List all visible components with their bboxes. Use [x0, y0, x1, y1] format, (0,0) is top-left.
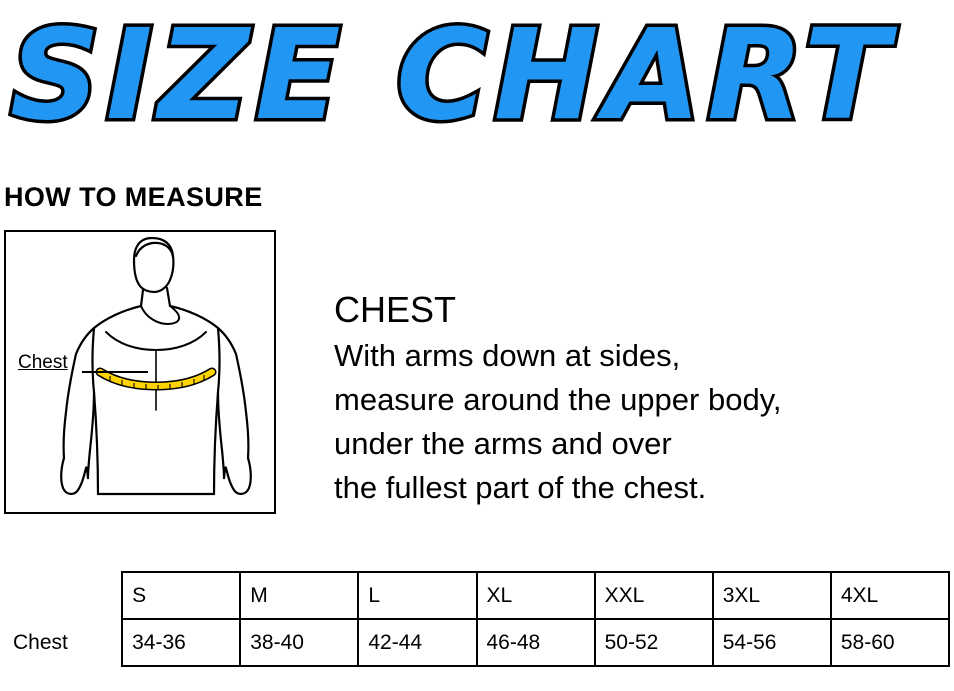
table-corner-cell: [4, 572, 122, 619]
size-chart-title-graphic: [0, 0, 954, 150]
table-cell: 34-36: [122, 619, 240, 666]
table-header-row: [4, 572, 949, 619]
table-column-header: L: [358, 572, 476, 619]
table-row: [4, 619, 949, 666]
page-title-text: SIZE CHART: [10, 3, 896, 148]
description-line-3: under the arms and over: [334, 426, 672, 461]
table-cell: 50-52: [595, 619, 713, 666]
table-column-header: 4XL: [831, 572, 949, 619]
chest-callout-leader-line: [82, 371, 148, 373]
description-line-2: measure around the upper body,: [334, 382, 782, 417]
table-column-header: XXL: [595, 572, 713, 619]
page-title-block: [0, 0, 954, 150]
table-cell: 58-60: [831, 619, 949, 666]
description-line-1: With arms down at sides,: [334, 338, 681, 373]
description-title: CHEST: [334, 289, 457, 330]
table-column-header: XL: [477, 572, 595, 619]
table-cell: 38-40: [240, 619, 358, 666]
size-table: [4, 571, 950, 667]
table-column-header: S: [122, 572, 240, 619]
how-to-measure-heading: HOW TO MEASURE: [4, 182, 263, 212]
table-column-header: M: [240, 572, 358, 619]
table-cell: 54-56: [713, 619, 831, 666]
table-row-label: Chest: [4, 619, 122, 666]
table-cell: 46-48: [477, 619, 595, 666]
chest-callout-label: Chest: [18, 352, 68, 373]
table-cell: 42-44: [358, 619, 476, 666]
description-line-4: the fullest part of the chest.: [334, 470, 707, 505]
table-column-header: 3XL: [713, 572, 831, 619]
description-block: [334, 288, 948, 510]
